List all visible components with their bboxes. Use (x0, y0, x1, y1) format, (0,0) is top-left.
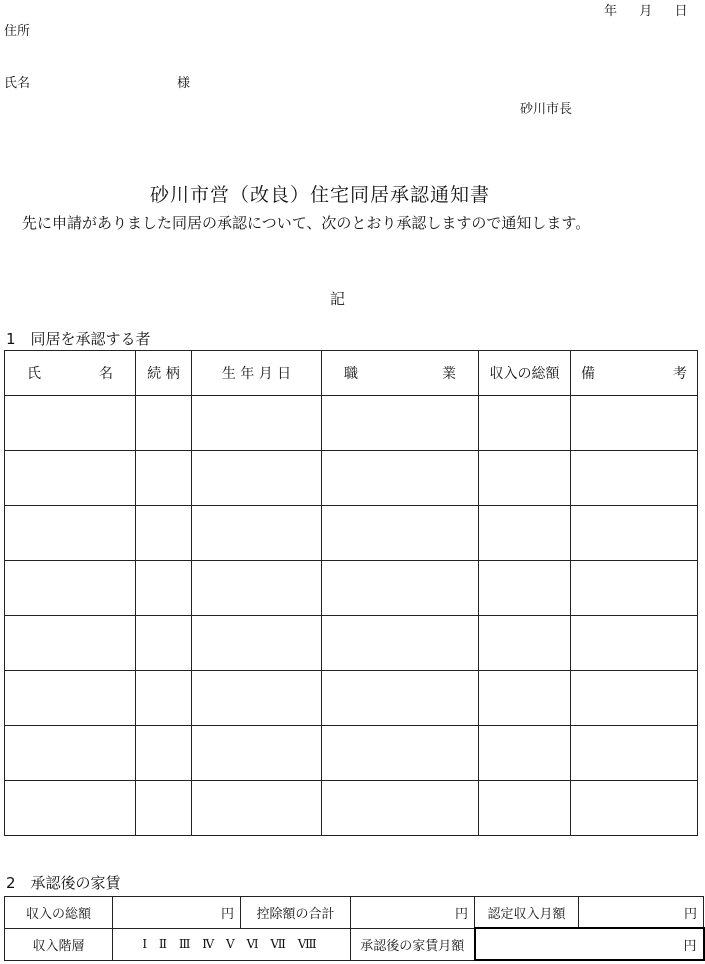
table-row (5, 781, 698, 836)
table-row (5, 451, 698, 506)
rent-label: 承認後の家賃月額 (351, 928, 475, 960)
honorific: 様 (177, 76, 191, 91)
table-row (5, 396, 698, 451)
income-levels[interactable]: Ⅰ Ⅱ Ⅲ Ⅳ Ⅴ Ⅵ Ⅶ Ⅷ (113, 928, 351, 960)
col-relation: 続 柄 (136, 351, 192, 396)
deduction-yen[interactable]: 円 (351, 897, 475, 929)
col-job: 職 業 (322, 351, 479, 396)
ki-mark: 記 (330, 290, 346, 308)
rent-row-2 (5, 928, 704, 960)
rent-yen[interactable]: 円 (475, 928, 704, 960)
page-title: 砂川市営（改良）住宅同居承認通知書 (150, 184, 491, 206)
date-year: 年 (604, 4, 618, 19)
address-label: 住所 (4, 24, 31, 39)
date-day: 日 (674, 4, 688, 19)
col-income: 収入の総額 (479, 351, 571, 396)
rent-table (4, 896, 705, 961)
total-income-label: 収入の総額 (5, 897, 113, 929)
name-label: 氏名 (4, 76, 31, 91)
issuer: 砂川市長 (520, 102, 573, 117)
col-birth: 生 年 月 日 (192, 351, 322, 396)
table-row (5, 726, 698, 781)
table-row (5, 616, 698, 671)
certified-income-label: 認定収入月額 (475, 897, 579, 929)
table-row (5, 561, 698, 616)
certified-income-yen[interactable]: 円 (579, 897, 704, 929)
table-row (5, 671, 698, 726)
col-remarks: 備 考 (571, 351, 698, 396)
col-name: 氏 名 (5, 351, 136, 396)
total-income-yen[interactable]: 円 (113, 897, 241, 929)
cohabitant-table (4, 350, 698, 836)
rent-row-1 (5, 897, 704, 929)
date-line (604, 0, 688, 19)
section1-heading: 1 同居を承認する者 (6, 330, 151, 348)
table-row (5, 506, 698, 561)
date-month: 月 (639, 4, 653, 19)
section2-heading: 2 承認後の家賃 (6, 874, 121, 892)
table-header-row (5, 351, 698, 396)
lead-text: 先に申請がありました同居の承認について、次のとおり承認しますので通知します。 (22, 214, 591, 232)
income-level-label: 収入階層 (5, 928, 113, 960)
deduction-label: 控除額の合計 (241, 897, 351, 929)
